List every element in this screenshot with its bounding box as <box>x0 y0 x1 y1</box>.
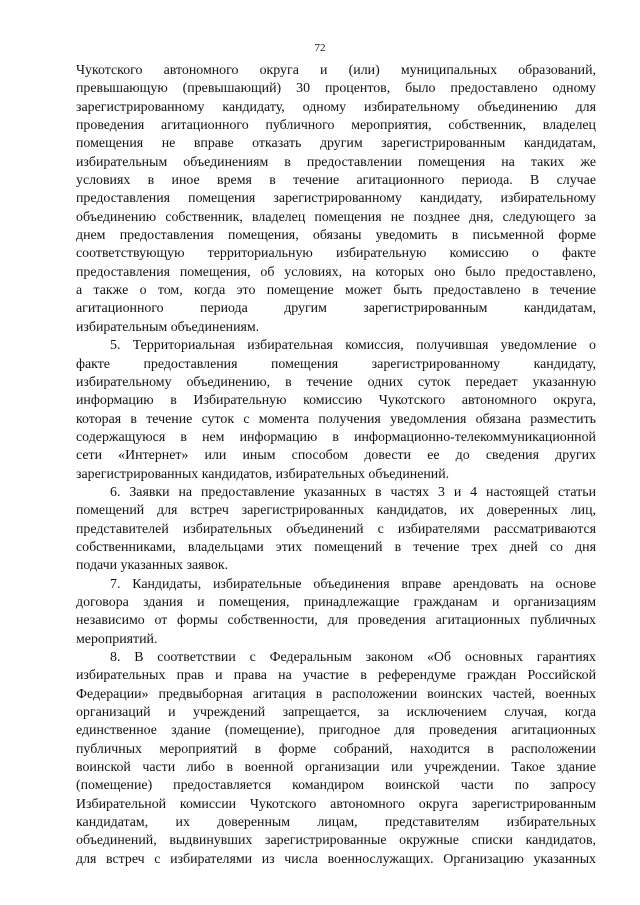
paragraph-first-line: 6. Заявки на предоставление указанных в частях 3 и 4 настоящей статьи <box>110 484 596 500</box>
text-line: которая в течение суток с момента получения уведомления обязана разместить <box>76 411 596 427</box>
paragraph-first-line: 7. Кандидаты, избирательные объединения вправе арендовать на основе <box>110 576 596 592</box>
text-line: Федерации» предвыборная агитация в расположении воинских частей, военных <box>76 686 596 702</box>
page-number: 72 <box>314 42 326 54</box>
text-line: агитационного периода другим зарегистрированным кандидатам, <box>76 301 596 317</box>
text-line: днем предоставления помещения, обязаны уведомить в письменной форме <box>76 228 596 244</box>
text-line: избирательных прав и права на участие в референдуме граждан Российской <box>76 668 596 684</box>
text-line: превышающую (превышающий) 30 процентов, было предоставлено одному <box>76 81 596 97</box>
text-line: а также о том, когда это помещение может быть предоставлено в течение <box>76 283 596 299</box>
page-body <box>76 62 596 869</box>
text-line: (помещение) предоставляется командиром воинской части по запросу <box>76 778 596 794</box>
text-line: воинской части либо в военной организации или учреждении. Такое здание <box>76 760 596 776</box>
text-line: подачи указанных заявок. <box>76 558 229 574</box>
text-line: избирательным объединениям в предоставлении помещения на таких же <box>76 154 596 170</box>
text-line: помещений для встреч зарегистрированных кандидатов, их доверенных лиц, <box>76 503 596 519</box>
text-line: помещения не вправе отказать другим зарегистрированным кандидатам, <box>76 136 596 152</box>
text-line: проведения агитационного публичного мероприятия, собственник, владелец <box>76 118 596 134</box>
text-line: факте предоставления помещения зарегистрированному кандидату, <box>76 356 596 372</box>
text-line: мероприятий. <box>76 631 158 647</box>
text-line: избирательному объединению, в течение одних суток передает указанную <box>76 374 596 390</box>
text-line: информацию в Избирательную комиссию Чукотского автономного округа, <box>76 393 596 409</box>
text-line: объединению собственник, владелец помещения не позднее дня, следующего за <box>76 209 596 225</box>
text-line: предоставления помещения, об условиях, на которых оно было предоставлено, <box>76 264 596 280</box>
text-line: предоставления помещения зарегистрированному кандидату, избирательному <box>76 191 596 207</box>
text-line: представителей избирательных объединений с избирателями рассматриваются <box>76 521 596 537</box>
text-line: избирательным объединениям. <box>76 319 260 335</box>
paragraph-first-line: 8. В соответствии с Федеральным законом «Об основных гарантиях <box>110 650 596 665</box>
text-line: собственниками, владельцами этих помещений в течение трех дней со дня <box>76 539 596 555</box>
text-line: условиях в иное время в течение агитационного периода. В случае <box>76 173 596 189</box>
text-line: содержащуюся в нем информацию в информационно-телекоммуникационной <box>76 429 596 445</box>
text-line: объединений, выдвинувших зарегистрированные окружные списки кандидатов, <box>76 833 596 849</box>
text-line: публичных мероприятий в форме собраний, находится в расположении <box>76 741 596 757</box>
text-line: Чукотского автономного округа и (или) муниципальных образований, <box>76 63 596 78</box>
text-line: единственное здание (помещение), пригодное для проведения агитационных <box>76 723 596 739</box>
text-line: сети «Интернет» или иным способом довести ее до сведения других <box>76 448 596 464</box>
text-line: организаций и учреждений запрещается, за исключением случая, когда <box>76 705 596 721</box>
text-line: зарегистрированных кандидатов, избирательных объединений. <box>76 466 450 482</box>
text-line: для встреч с избирателями из числа военнослужащих. Организацию указанных <box>76 851 596 867</box>
text-line: зарегистрированному кандидату, одному избирательному объединению для <box>76 99 596 115</box>
text-line: соответствующую территориальную избирательную комиссию о факте <box>76 246 596 262</box>
text-line: договора здания и помещения, принадлежащие гражданам и организациям <box>76 594 596 610</box>
paragraph-first-line: 5. Территориальная избирательная комиссия, получившая уведомление о <box>110 338 596 354</box>
text-line: кандидатам, их доверенным лицам, представителям избирательных <box>76 815 596 831</box>
text-line: Избирательной комиссии Чукотского автономного округа зарегистрированным <box>76 796 596 812</box>
text-line: независимо от формы собственности, для проведения агитационных публичных <box>76 613 596 629</box>
